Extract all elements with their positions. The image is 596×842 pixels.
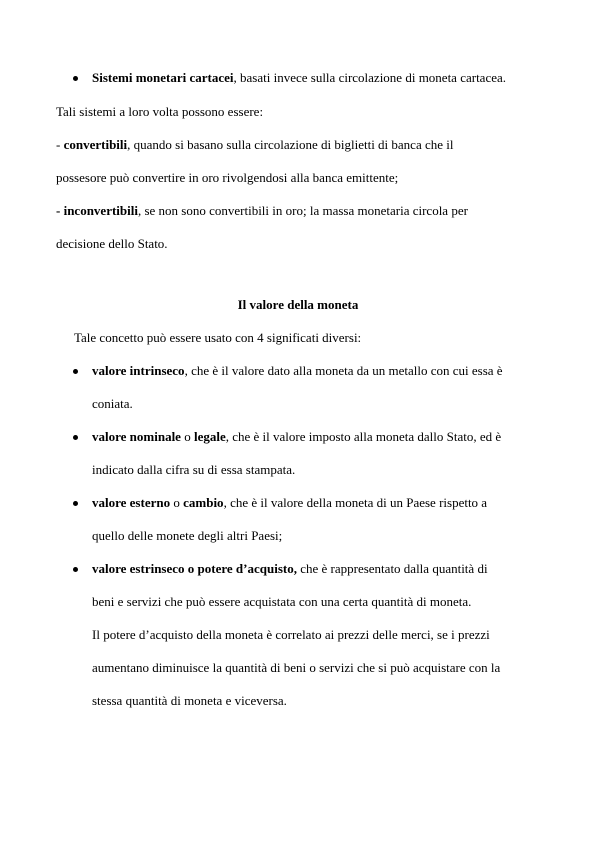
bullet-sistemi-cartacei	[92, 70, 506, 86]
bullet-icon	[73, 501, 78, 506]
list-item-estrinseco	[92, 561, 488, 577]
list-item-estrinseco-extra: stessa quantità di moneta e viceversa.	[92, 693, 287, 708]
paragraph-intro: Tali sistemi a loro volta possono essere:	[56, 104, 264, 119]
term-cambio: cambio	[183, 495, 224, 510]
item-text: , che è il valore imposto alla moneta dallo Stato, ed è	[225, 429, 502, 444]
paragraph-inconvertibili	[56, 203, 468, 219]
list-item-esterno-cont: quello delle monete degli altri Paesi;	[92, 528, 283, 543]
term-convertibili: convertibili	[63, 137, 128, 152]
dash-prefix: -	[56, 137, 64, 152]
bullet-text: , basati invece sulla circolazione di moneta cartacea.	[233, 70, 507, 85]
bullet-icon	[73, 369, 78, 374]
paragraph-convertibili-cont: possesore può convertire in oro rivolgendosi alla banca emittente;	[56, 170, 399, 185]
item-connector: o	[170, 495, 184, 510]
paragraph-convertibili	[56, 137, 454, 153]
item-text: che è rappresentato dalla quantità di	[296, 561, 488, 576]
paragraph-inconvertibili-cont: decisione dello Stato.	[56, 236, 168, 251]
list-item-intrinseco	[92, 363, 503, 379]
list-item-esterno	[92, 495, 487, 511]
term-valore-intrinseco: valore intrinseco	[92, 363, 185, 378]
bullet-icon	[73, 567, 78, 572]
bullet-icon	[73, 76, 78, 81]
convertibili-text: , quando si basano sulla circolazione di biglietti di banca che il	[127, 137, 454, 152]
list-item-estrinseco-extra: aumentano diminuisce la quantità di beni o servizi che si può acquistare con la	[92, 660, 501, 675]
list-item-estrinseco-cont: beni e servizi che può essere acquistata con una certa quantità di moneta.	[92, 594, 472, 609]
term-inconvertibili: - inconvertibili	[56, 203, 138, 218]
section-title: Il valore della moneta	[237, 297, 359, 312]
list-item-estrinseco-extra: Il potere d’acquisto della moneta è correlato ai prezzi delle merci, se i prezzi	[92, 627, 490, 642]
inconvertibili-text: , se non sono convertibili in oro; la massa monetaria circola per	[137, 203, 468, 218]
term-valore-nominale: valore nominale	[92, 429, 181, 444]
term-sistemi-cartacei: Sistemi monetari cartacei	[92, 70, 234, 85]
list-item-intrinseco-cont: coniata.	[92, 396, 133, 411]
item-connector: o	[180, 429, 194, 444]
item-text: , che è il valore dato alla moneta da un metallo con cui essa è	[184, 363, 503, 378]
bullet-icon	[73, 435, 78, 440]
item-text: , che è il valore della moneta di un Paese rispetto a	[223, 495, 488, 510]
term-legale: legale	[193, 429, 226, 444]
list-item-nominale	[92, 429, 501, 445]
section-intro: Tale concetto può essere usato con 4 significati diversi:	[74, 330, 362, 345]
list-item-nominale-cont: indicato dalla cifra su di essa stampata.	[92, 462, 296, 477]
term-valore-esterno: valore esterno	[92, 495, 171, 510]
term-valore-estrinseco: valore estrinseco o potere d’acquisto,	[92, 561, 297, 576]
